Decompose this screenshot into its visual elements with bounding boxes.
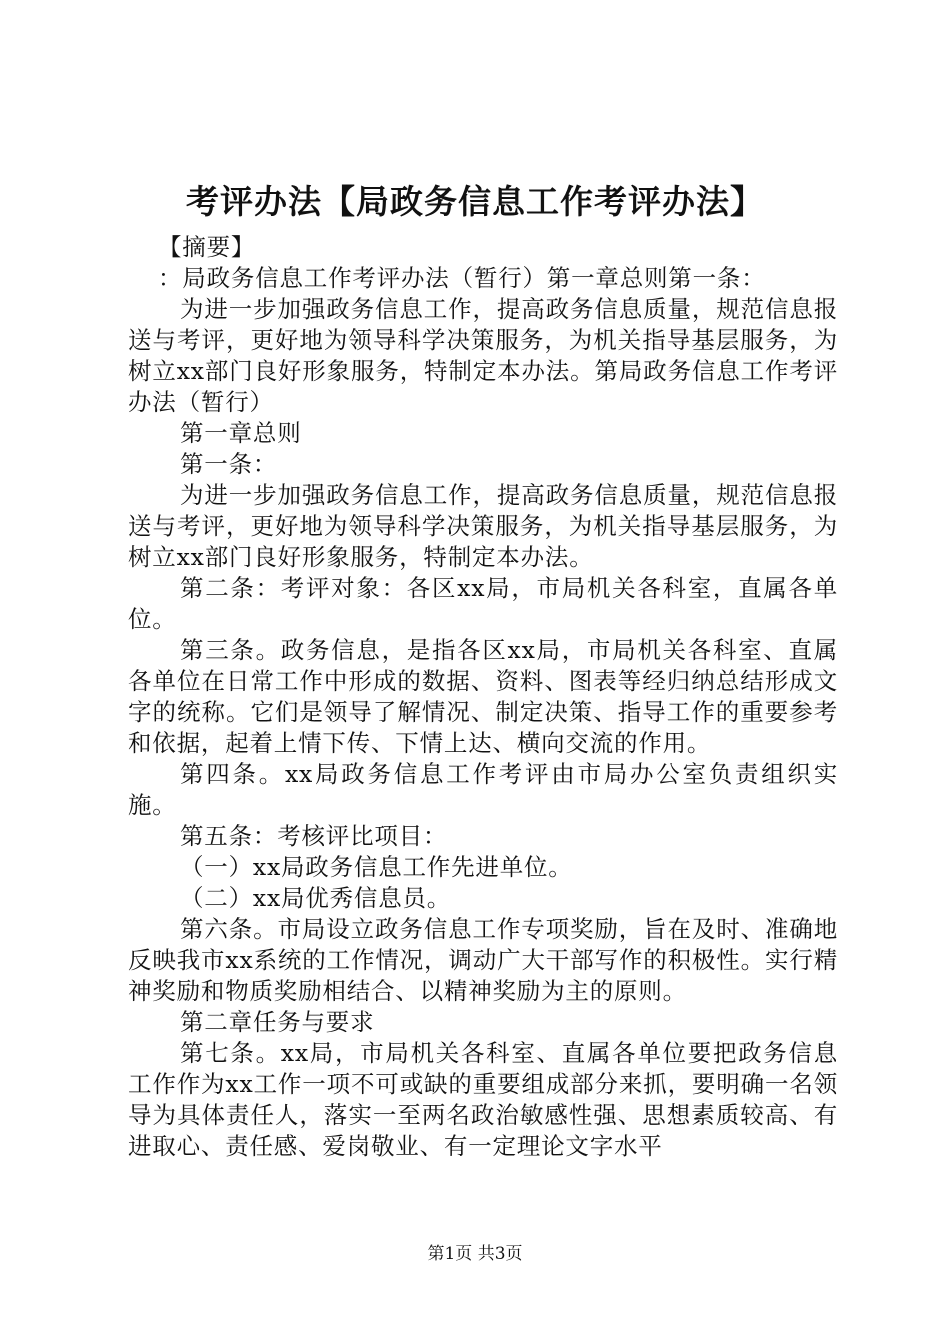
document-title: 考评办法【局政务信息工作考评办法】 (186, 182, 764, 221)
paragraph: 第二条：考评对象：各区xx局，市局机关各科室，直属各单位。 (128, 574, 838, 633)
paragraph: 第四条。xx局政务信息工作考评由市局办公室负责组织实施。 (128, 760, 838, 819)
paragraph: 第一条： (180, 450, 278, 478)
document-body (128, 232, 838, 1162)
paragraph: 第一章总则 (180, 419, 302, 447)
paragraph: 第六条。市局设立政务信息工作专项奖励，旨在及时、准确地反映我市xx系统的工作情况，调动广大干部写作的积极性。实行精神奖励和物质奖励相结合、以精神奖励为主的原则。 (128, 915, 838, 1005)
page-footer: 第1页 共3页 (427, 1244, 523, 1264)
paragraph: ：局政务信息工作考评办法（暂行）第一章总则第一条： (158, 264, 766, 292)
paragraph: 第五条：考核评比项目： (180, 822, 448, 850)
paragraph: 第七条。xx局，市局机关各科室、直属各单位要把政务信息工作作为xx工作一项不可或缺的重要组成部分来抓，要明确一名领导为具体责任人，落实一至两名政治敏感性强、思想素质较高、有进取心、责任感、爱岗敬业、有一定理论文字水平 (128, 1039, 838, 1160)
paragraph: （二）xx局优秀信息员。 (180, 884, 452, 912)
paragraph: （一）xx局政务信息工作先进单位。 (180, 853, 573, 881)
paragraph: 为进一步加强政务信息工作，提高政务信息质量，规范信息报送与考评，更好地为领导科学决策服务，为机关指导基层服务，为树立xx部门良好形象服务，特制定本办法。 (128, 481, 838, 571)
paragraph: 为进一步加强政务信息工作，提高政务信息质量，规范信息报送与考评，更好地为领导科学决策服务，为机关指导基层服务，为树立xx部门良好形象服务，特制定本办法。第局政务信息工作考评办法（暂行） (128, 295, 838, 416)
paragraph: 第二章任务与要求 (180, 1008, 375, 1036)
paragraph: 第三条。政务信息，是指各区xx局，市局机关各科室、直属各单位在日常工作中形成的数据、资料、图表等经归纳总结形成文字的统称。它们是领导了解情况、制定决策、指导工作的重要参考和依据，起着上情下传、下情上达、横向交流的作用。 (128, 636, 838, 757)
paragraph: 【摘要】 (158, 233, 256, 261)
